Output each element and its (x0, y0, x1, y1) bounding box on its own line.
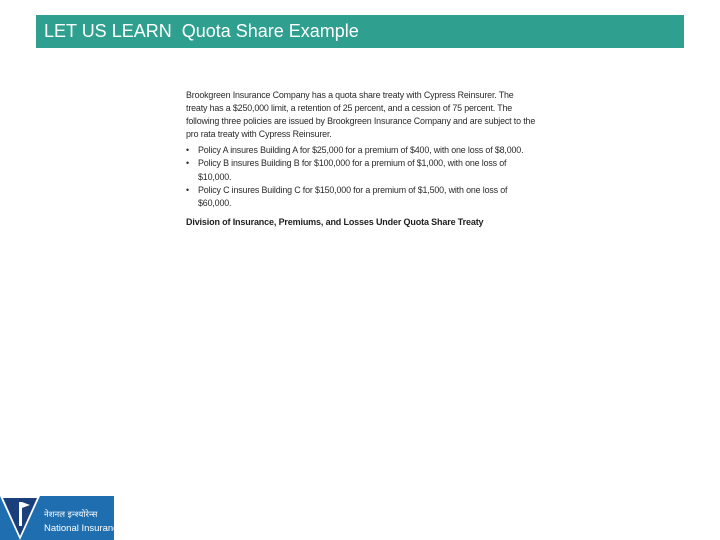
policy-list (186, 144, 536, 209)
intro-paragraph: Brookgreen Insurance Company has a quota share treaty with Cypress Reinsurer. The treaty has a $250,000 limit, a retention of 25 percent, and a cession of 75 percent. The following three policies are issued by Brookgreen Insurance Company and are subject to the pro rata treaty with Cypress Reinsurer. (186, 90, 536, 140)
company-logo (0, 496, 124, 540)
policy-text: Policy C insures Building C for $150,000 for a premium of $1,500, with one loss of $60,000. (198, 184, 508, 208)
logo-name-hindi: नेशनल इन्श्योरेन्स (44, 510, 98, 520)
bullet-icon: • (186, 158, 189, 169)
bullet-icon: • (186, 145, 189, 156)
policy-item-c (186, 184, 536, 210)
example-excerpt (186, 89, 536, 229)
table-heading: Division of Insurance, Premiums, and Losses Under Quota Share Treaty (186, 216, 484, 227)
policy-text: Policy A insures Building A for $25,000 for a premium of $400, with one loss of $8,000. (198, 145, 524, 156)
policy-text: Policy B insures Building B for $100,000 for a premium of $1,000, with one loss of $10,000. (198, 158, 507, 182)
logo-name-english: National Insurance (44, 523, 124, 534)
policy-item-a (186, 144, 536, 157)
title-bar (36, 15, 684, 48)
policy-item-b (186, 157, 536, 183)
page-title: LET US LEARN Quota Share Example (44, 21, 359, 41)
bullet-icon: • (186, 184, 189, 195)
